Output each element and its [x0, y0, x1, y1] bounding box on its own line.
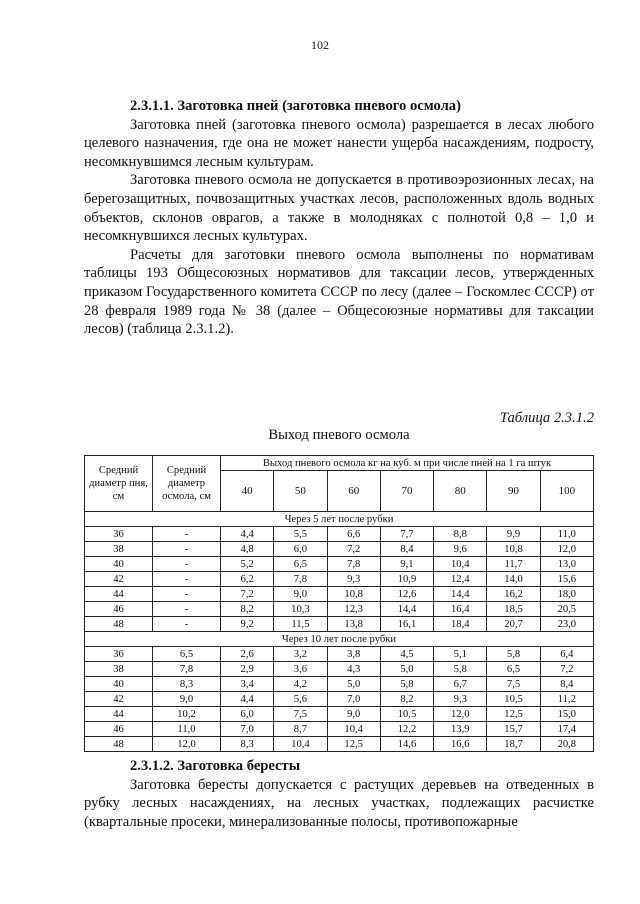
- table-cell: 8,7: [274, 722, 327, 737]
- table-cell: 14,4: [434, 587, 487, 602]
- table-cell: 6,0: [274, 542, 327, 557]
- table-cell: 2,9: [221, 662, 274, 677]
- table-cell: 8,4: [540, 677, 593, 692]
- table-cell: 46: [85, 722, 153, 737]
- table-cell: 7,8: [153, 662, 221, 677]
- table-cell: 10,5: [380, 707, 433, 722]
- table-cell: -: [153, 527, 221, 542]
- table-cell: 4,2: [274, 677, 327, 692]
- table-cell: 16,1: [380, 617, 433, 632]
- table-row: [85, 677, 594, 692]
- table-cell: 12,5: [487, 707, 540, 722]
- table-cell: 11,0: [540, 527, 593, 542]
- table-cell: 5,6: [274, 692, 327, 707]
- table-cell: 38: [85, 542, 153, 557]
- table-row: [85, 617, 594, 632]
- table-cell: 2,6: [221, 647, 274, 662]
- table-row: [85, 587, 594, 602]
- table-cell: 12,4: [434, 572, 487, 587]
- table-section-label: Через 10 лет после рубки: [85, 632, 594, 647]
- table-cell: 3,8: [327, 647, 380, 662]
- table-cell: 16,2: [487, 587, 540, 602]
- table-cell: 10,8: [487, 542, 540, 557]
- table-cell: 5,5: [274, 527, 327, 542]
- table-cell: 5,2: [221, 557, 274, 572]
- table-cell: 11,7: [487, 557, 540, 572]
- table-cell: 8,2: [221, 602, 274, 617]
- table-cell: 6,2: [221, 572, 274, 587]
- table-cell: 15,0: [540, 707, 593, 722]
- table-cell: 18,4: [434, 617, 487, 632]
- table-cell: 14,6: [380, 737, 433, 752]
- table-row: [85, 602, 594, 617]
- header-stump-count: 80: [434, 471, 487, 512]
- table-cell: 9,3: [327, 572, 380, 587]
- table-cell: 7,2: [540, 662, 593, 677]
- table-cell: 11,2: [540, 692, 593, 707]
- table-cell: 10,4: [274, 737, 327, 752]
- table-cell: 8,8: [434, 527, 487, 542]
- header-stump-count: 100: [540, 471, 593, 512]
- table-cell: 7,5: [487, 677, 540, 692]
- table-cell: -: [153, 587, 221, 602]
- table-section-label: Через 5 лет после рубки: [85, 512, 594, 527]
- table-cell: 13,8: [327, 617, 380, 632]
- paragraph: Расчеты для заготовки пневого осмола выполнены по нормативам таблицы 193 Общесоюзных нормативов для таксации лесов, утвержденных приказом Государственного комитета СССР по лесу (далее – Госкомлес СССР) от 28 февраля 1989 года № 38 (далее – Общесоюзные нормативы для таксации лесов) (таблица 2.3.1.2).: [84, 246, 594, 338]
- table-cell: 36: [85, 647, 153, 662]
- table-cell: 42: [85, 692, 153, 707]
- table-cell: 10,2: [153, 707, 221, 722]
- section-stump-harvesting: [84, 97, 594, 339]
- table-cell: 9,9: [487, 527, 540, 542]
- table-cell: 14,4: [380, 602, 433, 617]
- table-cell: 5,0: [380, 662, 433, 677]
- table-cell: 18,0: [540, 587, 593, 602]
- table-cell: 5,1: [434, 647, 487, 662]
- table-cell: 10,4: [327, 722, 380, 737]
- table-cell: 12,5: [327, 737, 380, 752]
- table-cell: 8,2: [380, 692, 433, 707]
- table-cell: 44: [85, 587, 153, 602]
- header-stump-count: 40: [221, 471, 274, 512]
- table-cell: 9,2: [221, 617, 274, 632]
- table-cell: 23,0: [540, 617, 593, 632]
- table-title: Выход пневого осмола: [268, 427, 410, 443]
- table-cell: 12,6: [380, 587, 433, 602]
- table-cell: -: [153, 617, 221, 632]
- table-cell: 15,7: [487, 722, 540, 737]
- table-cell: 46: [85, 602, 153, 617]
- table-cell: 6,4: [540, 647, 593, 662]
- table-cell: 4,4: [221, 692, 274, 707]
- table-cell: 9,1: [380, 557, 433, 572]
- table-row: [85, 572, 594, 587]
- table-cell: 15,6: [540, 572, 593, 587]
- table-cell: 6,5: [487, 662, 540, 677]
- table-cell: 13,0: [540, 557, 593, 572]
- table-cell: 8,4: [380, 542, 433, 557]
- table-cell: -: [153, 572, 221, 587]
- table-cell: 7,8: [327, 557, 380, 572]
- table-cell: 14,0: [487, 572, 540, 587]
- table-row: [85, 722, 594, 737]
- table-cell: 4,4: [221, 527, 274, 542]
- table-cell: 38: [85, 662, 153, 677]
- table-cell: 5,8: [380, 677, 433, 692]
- table-cell: 8,3: [153, 677, 221, 692]
- table-row: [85, 692, 594, 707]
- table-cell: 5,8: [434, 662, 487, 677]
- table-cell: 7,2: [221, 587, 274, 602]
- table-cell: 18,5: [487, 602, 540, 617]
- table-cell: 10,3: [274, 602, 327, 617]
- paragraph: Заготовка пней (заготовка пневого осмола) разрешается в лесах любого целевого назначения, где она не может нанести ущерба насаждениям, подросту, несомкнувшимся лесным культурам.: [84, 116, 594, 170]
- table-cell: 7,5: [274, 707, 327, 722]
- table-row: [85, 647, 594, 662]
- table-cell: -: [153, 557, 221, 572]
- table-section-row: [85, 512, 594, 527]
- table-cell: 7,0: [221, 722, 274, 737]
- table-cell: 11,0: [153, 722, 221, 737]
- table-cell: 6,7: [434, 677, 487, 692]
- header-stump-diameter: Средний диаметр пня, см: [85, 456, 153, 512]
- table-cell: 10,5: [487, 692, 540, 707]
- table-cell: 9,3: [434, 692, 487, 707]
- table-cell: 12,0: [153, 737, 221, 752]
- table-cell: 4,3: [327, 662, 380, 677]
- table-cell: 7,0: [327, 692, 380, 707]
- table-cell: 6,5: [274, 557, 327, 572]
- table-cell: 12,2: [380, 722, 433, 737]
- header-yield-group: Выход пневого осмола кг на куб. м при числе пней на 1 га штук: [221, 456, 594, 471]
- table-section-row: [85, 632, 594, 647]
- table-cell: 3,6: [274, 662, 327, 677]
- table-cell: 18,7: [487, 737, 540, 752]
- table-cell: 7,2: [327, 542, 380, 557]
- table-cell: 7,8: [274, 572, 327, 587]
- table-cell: 40: [85, 677, 153, 692]
- table-cell: 3,4: [221, 677, 274, 692]
- paragraph: Заготовка бересты допускается с растущих деревьев на отведенных в рубку лесных насаждениях, на лесных участках, подлежащих расчистке (квартальные просеки, минерализованные полосы, противопожарные: [84, 776, 594, 830]
- table-cell: 48: [85, 617, 153, 632]
- table-cell: 20,8: [540, 737, 593, 752]
- page-number: 102: [311, 38, 329, 52]
- table-row: [85, 527, 594, 542]
- section-birch-bark: [84, 757, 594, 831]
- table-cell: 17,4: [540, 722, 593, 737]
- table-row: [85, 662, 594, 677]
- table-cell: 9,0: [153, 692, 221, 707]
- table-cell: 44: [85, 707, 153, 722]
- table-cell: 9,0: [274, 587, 327, 602]
- table-cell: 5,8: [487, 647, 540, 662]
- table-cell: 48: [85, 737, 153, 752]
- table-row: [85, 557, 594, 572]
- table-cell: 6,6: [327, 527, 380, 542]
- table-cell: 9,6: [434, 542, 487, 557]
- table-cell: -: [153, 602, 221, 617]
- table-row: [85, 737, 594, 752]
- section-heading: 2.3.1.1. Заготовка пней (заготовка пневого осмола): [130, 98, 461, 114]
- table-cell: 9,0: [327, 707, 380, 722]
- table-cell: 16,4: [434, 602, 487, 617]
- paragraph: Заготовка пневого осмола не допускается в противоэрозионных лесах, на берегозащитных, почвозащитных участках лесов, расположенных вдоль водных объектов, склонов оврагов, а также в молодняках с полнотой 0,8 – 1,0 и несомкнувшихся лесных культурах.: [84, 172, 594, 245]
- table-cell: 3,2: [274, 647, 327, 662]
- header-stump-count: 90: [487, 471, 540, 512]
- header-stump-count: 60: [327, 471, 380, 512]
- table-row: [85, 707, 594, 722]
- table-cell: 10,4: [434, 557, 487, 572]
- header-resin-diameter: Средний диаметр осмола, см: [153, 456, 221, 512]
- table-cell: 6,0: [221, 707, 274, 722]
- section-heading: 2.3.1.2. Заготовка бересты: [130, 758, 301, 774]
- table-body: [85, 512, 594, 752]
- header-stump-count: 70: [380, 471, 433, 512]
- table-cell: 42: [85, 572, 153, 587]
- table-cell: 7,7: [380, 527, 433, 542]
- table-cell: 6,5: [153, 647, 221, 662]
- table-cell: 12,3: [327, 602, 380, 617]
- table-cell: 40: [85, 557, 153, 572]
- table-cell: 12,0: [540, 542, 593, 557]
- table-row: [85, 542, 594, 557]
- table-cell: 5,0: [327, 677, 380, 692]
- table-cell: 13,9: [434, 722, 487, 737]
- table-cell: 16,6: [434, 737, 487, 752]
- table-caption: Таблица 2.3.1.2: [499, 410, 594, 426]
- table-cell: 12,0: [434, 707, 487, 722]
- table-cell: 10,8: [327, 587, 380, 602]
- table-cell: 20,7: [487, 617, 540, 632]
- table-cell: 4,8: [221, 542, 274, 557]
- resin-yield-table: [84, 455, 594, 752]
- table-cell: 4,5: [380, 647, 433, 662]
- table-cell: 11,5: [274, 617, 327, 632]
- header-stump-count: 50: [274, 471, 327, 512]
- table-cell: -: [153, 542, 221, 557]
- table-cell: 20,5: [540, 602, 593, 617]
- table-cell: 36: [85, 527, 153, 542]
- table-cell: 10,9: [380, 572, 433, 587]
- table-cell: 8,3: [221, 737, 274, 752]
